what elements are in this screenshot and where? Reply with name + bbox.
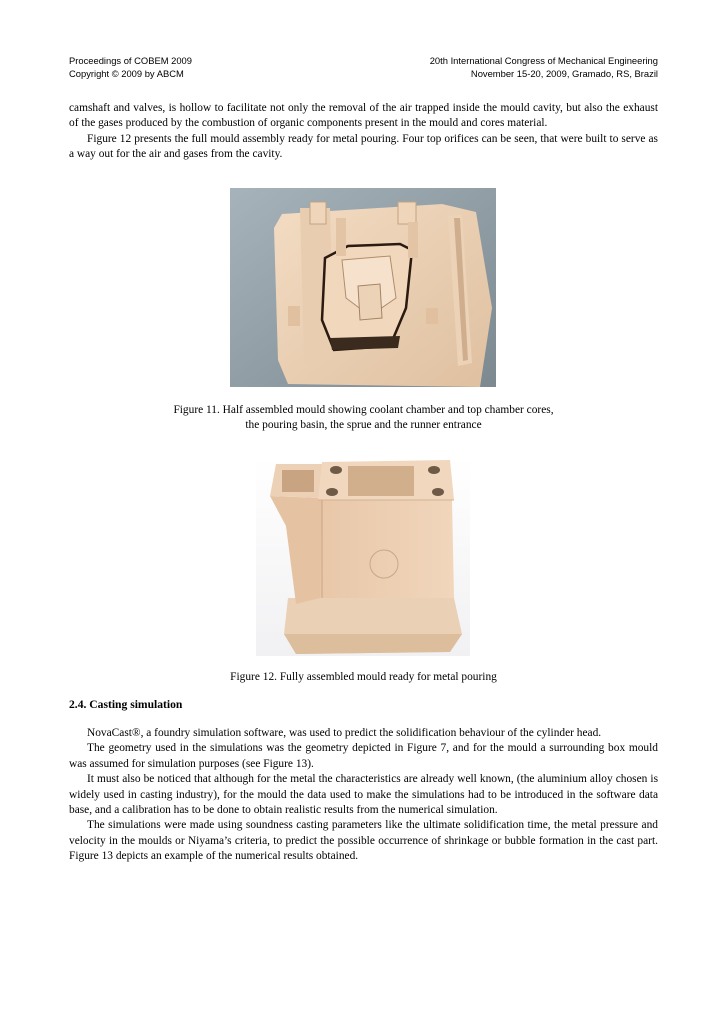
copyright-line: Copyright © 2009 by ABCM — [69, 68, 184, 79]
figure-12-photo — [256, 456, 470, 656]
caption-line: Figure 11. Half assembled mould showing coolant chamber and top chamber cores, — [173, 404, 554, 416]
figure-11-photo — [230, 188, 496, 387]
page-header-right — [430, 54, 658, 80]
page-header-left — [69, 54, 192, 80]
paragraph: camshaft and valves, is hollow to facilitate not only the removal of the air trapped inside the mould cavity, but also the exhaust of the gases produced by the combustion of organic components present in the mould and cores material. — [69, 102, 658, 130]
figure-11-caption — [69, 403, 658, 433]
paragraph: The simulations were made using soundness casting parameters like the ultimate solidification time, the metal pressure and velocity in the moulds or Niyama’s criteria, to predict the possible occurrence of shrinkage or bubble formation in the cast part. Figure 13 depicts an example of the numerical results obtained. — [69, 819, 658, 863]
body-text-top — [69, 101, 658, 163]
caption-line: the pouring basin, the sprue and the runner entrance — [245, 419, 482, 431]
paragraph: NovaCast®, a foundry simulation software, was used to predict the solidification behaviour of the cylinder head. — [87, 727, 602, 739]
caption-line: Figure 12. Fully assembled mould ready for metal pouring — [230, 671, 497, 683]
body-text-bottom — [69, 726, 658, 865]
congress-name: 20th International Congress of Mechanical Engineering — [429, 55, 658, 66]
congress-dates-location: November 15-20, 2009, Gramado, RS, Brazil — [470, 68, 658, 79]
conference-name: Proceedings of COBEM 2009 — [69, 55, 192, 66]
paragraph: Figure 12 presents the full mould assembly ready for metal pouring. Four top orifices can be seen, that were built to serve as a way out for the air and gases from the cavity. — [69, 132, 658, 161]
paragraph: It must also be noticed that although for the metal the characteristics are already well known, (the aluminium alloy chosen is widely used in casting industry), for the mould the data used to make the simulations had to be introduced in the software data base, and a calibration has to be done to obtain realistic results from the numerical simulation. — [69, 773, 658, 817]
paragraph: The geometry used in the simulations was the geometry depicted in Figure 7, and for the mould a surrounding box mould was assumed for simulation purposes (see Figure 13). — [69, 742, 658, 770]
section-title: 2.4. Casting simulation — [69, 698, 183, 711]
figure-12-caption — [69, 670, 658, 685]
